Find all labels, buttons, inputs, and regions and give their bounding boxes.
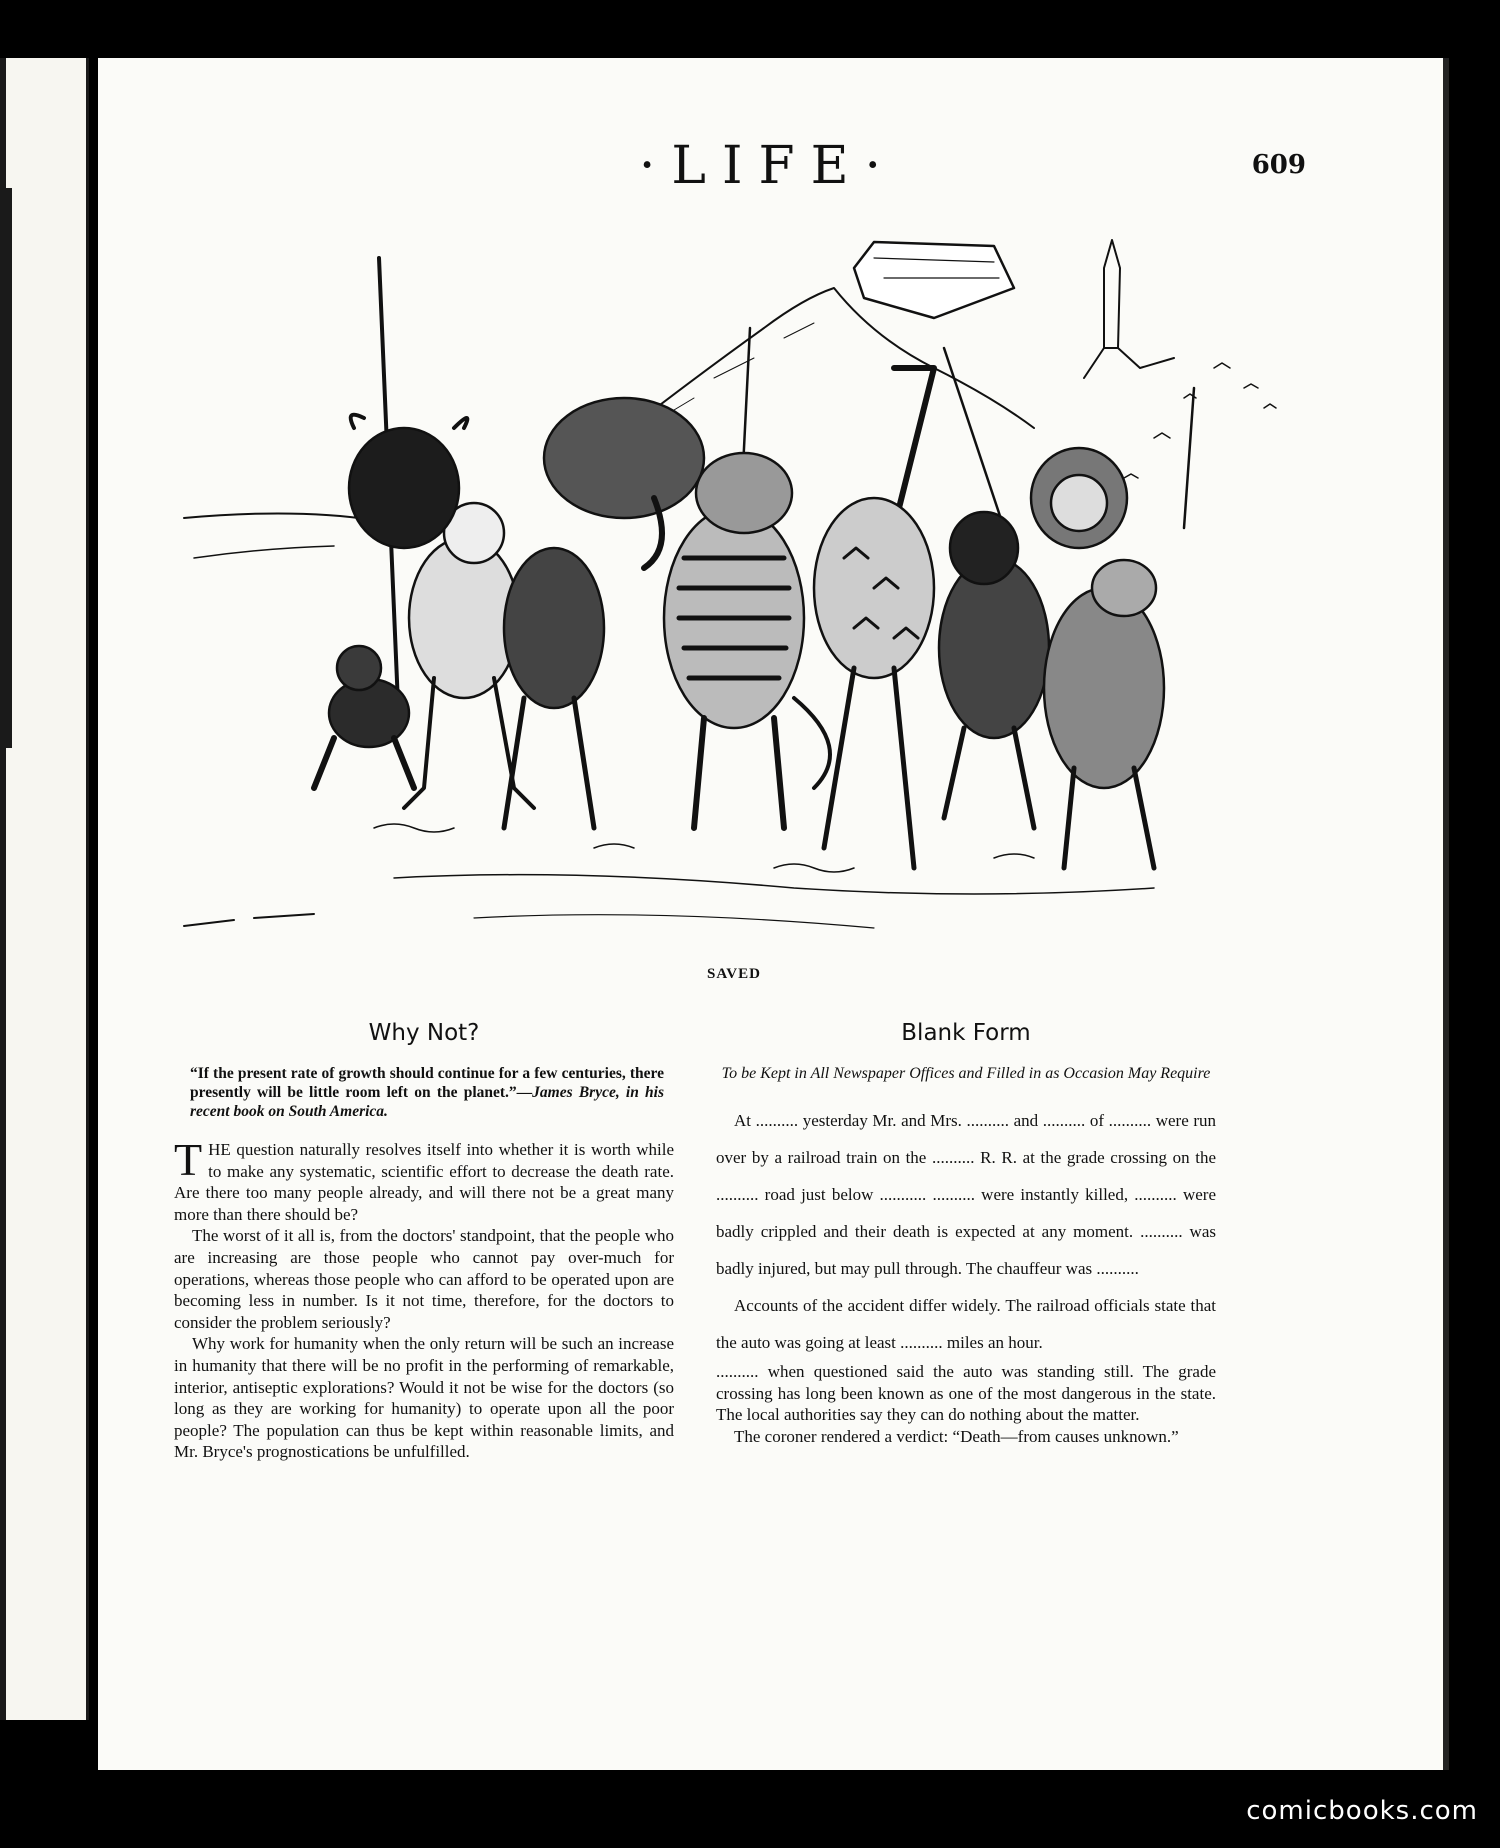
epigraph-quote: “If the present rate of growth should continue for a few centuries, there presently will be little room left on the planet.”— xyxy=(190,1065,664,1101)
article-blank-form xyxy=(716,1020,1216,1447)
article-body xyxy=(716,1102,1216,1447)
paragraph-text: HE question naturally resolves itself into whether it is worth while to make any systematic, scientific effort to decrease the death rate. Are there too many people already, and will there not be a great many more than there should be? xyxy=(174,1140,674,1224)
article-body xyxy=(174,1134,674,1463)
paragraph: The coroner rendered a verdict: “Death—from causes unknown.” xyxy=(734,1426,1179,1446)
previous-page-edge xyxy=(0,58,89,1720)
border-bracket xyxy=(0,188,12,748)
article-title: Blank Form xyxy=(901,1020,1031,1046)
magazine-page xyxy=(98,58,1449,1770)
paragraph: Why work for humanity when the only return will be such an increase in humanity that there will be no profit in the performing of remarkable, interior, antiseptic explorations? Would it not be wise for the doctors (so long as they are working for humanity) to operate upon all the poor people? The population can thus be kept within reasonable limits, and Mr. Bryce's prognostications be unfulfilled. xyxy=(174,1334,674,1462)
article-title: Why Not? xyxy=(368,1020,480,1046)
article-why-not xyxy=(174,1020,674,1463)
drop-cap: T xyxy=(174,1134,203,1185)
paragraph: Accounts of the accident differ widely. The railroad officials state that the auto was going at least .......... miles an hour. xyxy=(716,1296,1216,1352)
magazine-title: ·LIFE· xyxy=(638,136,898,196)
paragraph: .......... when questioned said the auto was standing still. The grade crossing has long been known as one of the most dangerous in the state. The local authorities say they can do nothing about the matter. xyxy=(716,1362,1216,1425)
paragraph: At .......... yesterday Mr. and Mrs. .......... and .......... of .......... were run over by a railroad train on the .......... R. R. at the grade crossing on the .......... road just below ........... .......... were instantly killed, .......... were badly crippled and their death is expected at any moment. .......... was badly injured, but may pull through. The chauffeur was .......... xyxy=(716,1111,1216,1278)
paragraph: The worst of it all is, from the doctors' standpoint, that the people who are increasing are those people who cannot pay over-much for operations, whereas those people who can afford to be operated upon are becoming less in number. Is it not time, therefore, for the doctors to consider the problem seriously? xyxy=(174,1226,674,1332)
paragraph xyxy=(174,1134,674,1225)
cartoon-illustration xyxy=(174,228,1294,950)
epigraph-attribution: James Bryce, in his recent book on South America. xyxy=(190,1084,664,1120)
page-number: 609 xyxy=(1251,150,1306,180)
epigraph xyxy=(190,1064,664,1121)
cartoon-caption: SAVED xyxy=(707,966,761,982)
article-subtitle: To be Kept in All Newspaper Offices and Filled in as Occasion May Require xyxy=(721,1065,1211,1082)
watermark: comicbooks.com xyxy=(1246,1796,1478,1826)
